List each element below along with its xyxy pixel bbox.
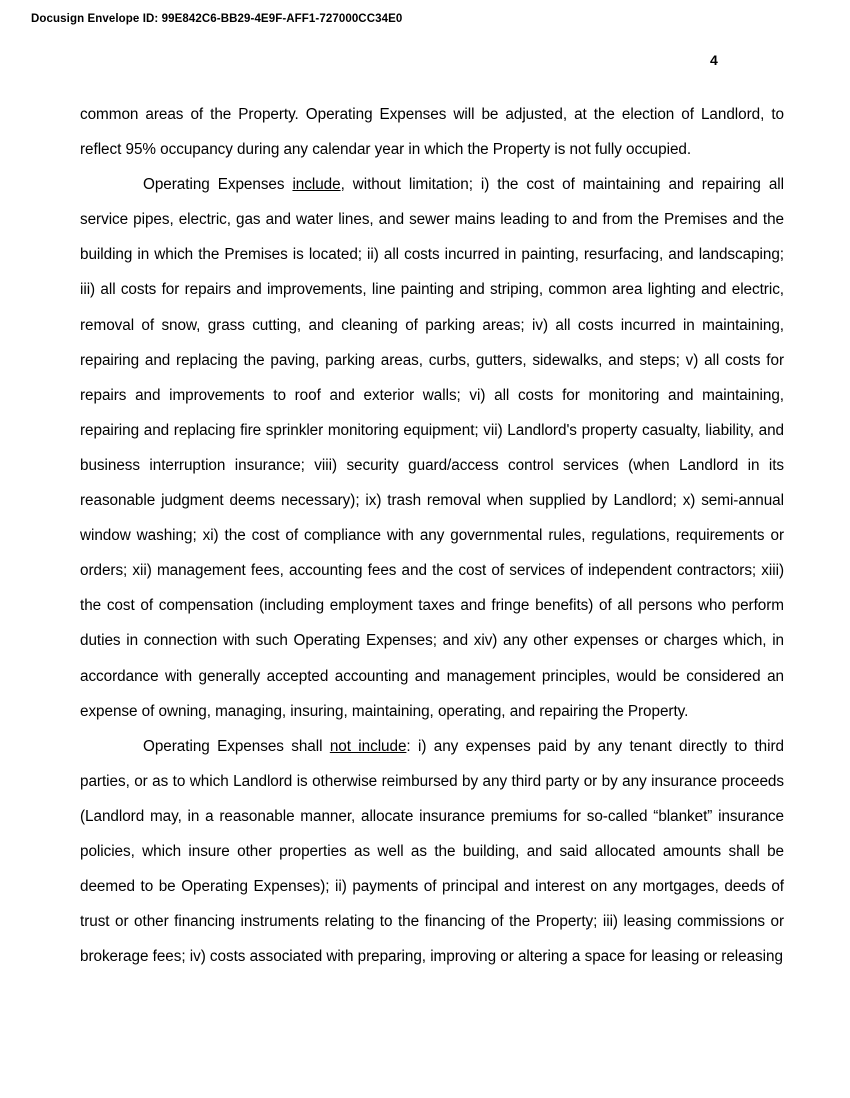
- underlined-word-include: include: [292, 176, 341, 194]
- underlined-phrase-not-include: not include: [329, 737, 407, 755]
- paragraph-text: Operating Expenses: [143, 176, 293, 194]
- document-body: [80, 97, 784, 974]
- paragraph-continuation: [80, 97, 784, 167]
- paragraph-text: Operating Expenses shall: [143, 737, 330, 755]
- page-number: 4: [710, 52, 718, 68]
- docusign-envelope-id: Docusign Envelope ID: 99E842C6-BB29-4E9F-AFF1-727000CC34E0: [31, 13, 403, 25]
- paragraph-text: : i) any expenses paid by any tenant directly to third parties, or as to which Landlord is otherwise reimbursed by any third party or by any insurance proceeds (Landlord may, in a reasonable manner, allocate insurance premiums for so-called “blanket” insurance policies, which insure other properties as well as the building, and said allocated amounts shall be deemed to be Operating Expenses); ii) payments of principal and interest on any mortgages, deeds of trust or other financing instruments relating to the financing of the Property; iii) leasing commissions or brokerage fees; iv) costs associated with preparing, improving or altering a space for leasing or releasing: [80, 737, 784, 966]
- paragraph-operating-expenses-not-include: [80, 729, 784, 975]
- paragraph-operating-expenses-include: [80, 167, 784, 729]
- paragraph-text: common areas of the Property. Operating Expenses will be adjusted, at the election of Landlord, to reflect 95% occupancy during any calendar year in which the Property is not fully occupied.: [80, 106, 784, 159]
- paragraph-text: , without limitation; i) the cost of maintaining and repairing all service pipes, electric, gas and water lines, and sewer mains leading to and from the Premises and the building in which the Premises is located; ii) all costs incurred in painting, resurfacing, and landscaping; iii) all costs for repairs and improvements, line painting and striping, common area lighting and electric, removal of snow, grass cutting, and cleaning of parking areas; iv) all costs incurred in maintaining, repairing and replacing the paving, parking areas, curbs, gutters, sidewalks, and steps; v) all costs for repairs and improvements to roof and exterior walls; vi) all costs for monitoring and maintaining, repairing and replacing fire sprinkler monitoring equipment; vii) Landlord's property casualty, liability, and business interruption insurance; viii) security guard/access control services (when Landlord in its reasonable judgment deems necessary); ix) trash removal when supplied by Landlord; x) semi-annual window washing; xi) the cost of compliance with any governmental rules, regulations, requirements or orders; xii) management fees, accounting fees and the cost of services of independent contractors; xiii) the cost of compensation (including employment taxes and fringe benefits) of all persons who perform duties in connection with such Operating Expenses; and xiv) any other expenses or charges which, in accordance with generally accepted accounting and management principles, would be considered an expense of owning, managing, insuring, maintaining, operating, and repairing the Property.: [80, 176, 784, 720]
